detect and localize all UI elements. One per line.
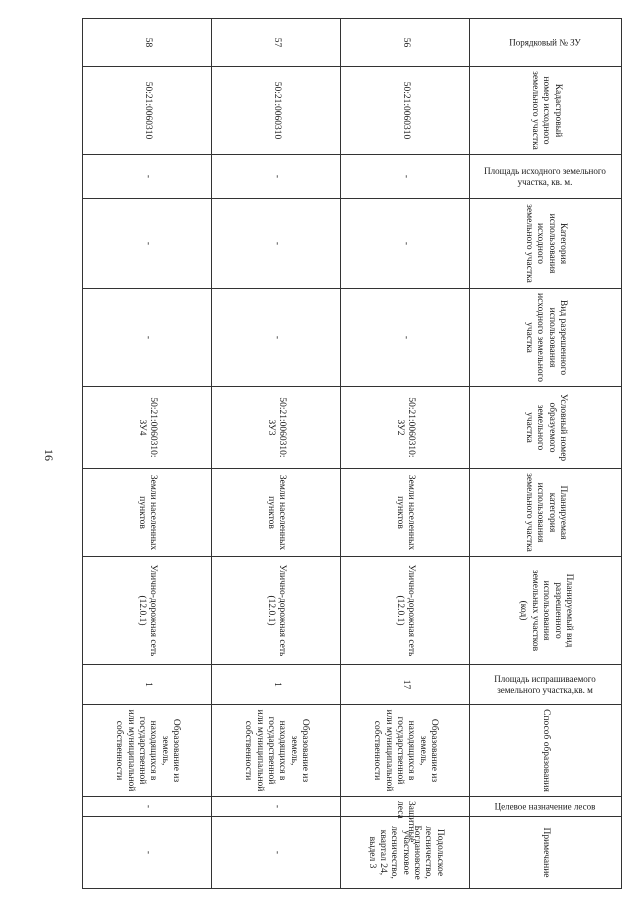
page-number: 16 xyxy=(42,449,56,461)
cell-formation-method: Образование из земель, находящихся в государственной или муниципальной собственности xyxy=(83,705,212,797)
header-source-category: Категория использования исходного земельного участка xyxy=(470,199,622,289)
cell-cadastral-number: 50:21:0060310 xyxy=(212,67,341,155)
cell-order: 58 xyxy=(83,19,212,67)
cell-source-category: - xyxy=(212,199,341,289)
header-conditional-number: Условный номер образуемого земельного участка xyxy=(470,387,622,469)
cell-planned-use: Улично-дорожная сеть (12.0.1) xyxy=(83,557,212,665)
header-source-use: Вид разрешенного использования исходного земельного участка xyxy=(470,289,622,387)
table-header-row xyxy=(470,19,622,889)
cell-forest-purpose: - xyxy=(212,797,341,817)
cell-planned-use: Улично-дорожная сеть (12.0.1) xyxy=(341,557,470,665)
cell-conditional-number: 50:21:0060310: ЗУ4 xyxy=(83,387,212,469)
cell-requested-area: 17 xyxy=(341,665,470,705)
header-planned-category: Планируемая категория использования земельного участка xyxy=(470,469,622,557)
header-source-area: Площадь исходного земельного участка, кв. м. xyxy=(470,155,622,199)
cell-note: - xyxy=(212,817,341,889)
cell-order: 56 xyxy=(341,19,470,67)
cell-source-category: - xyxy=(83,199,212,289)
header-note: Примечание xyxy=(470,817,622,889)
land-plot-register-table xyxy=(82,18,622,889)
cell-formation-method: Образование из земель, находящихся в государственной или муниципальной собственности xyxy=(212,705,341,797)
header-formation-method: Способ образования xyxy=(470,705,622,797)
cell-conditional-number: 50:21:0060310: ЗУ3 xyxy=(212,387,341,469)
table-row xyxy=(212,19,341,889)
cell-cadastral-number: 50:21:0060310 xyxy=(83,67,212,155)
header-forest-purpose: Целевое назначение лесов xyxy=(470,797,622,817)
cell-planned-category: Земли населенных пунктов xyxy=(83,469,212,557)
header-cadastral-number: Кадастровый номер исходного земельного участка xyxy=(470,67,622,155)
header-order: Порядковый № ЗУ xyxy=(470,19,622,67)
header-requested-area: Площадь испрашиваемого земельного участка,кв. м xyxy=(470,665,622,705)
cell-forest-purpose: Защитные леса xyxy=(341,797,470,817)
cell-cadastral-number: 50:21:0060310 xyxy=(341,67,470,155)
cell-forest-purpose: - xyxy=(83,797,212,817)
cell-source-area: - xyxy=(83,155,212,199)
cell-planned-category: Земли населенных пунктов xyxy=(212,469,341,557)
cell-planned-use: Улично-дорожная сеть (12.0.1) xyxy=(212,557,341,665)
table-row xyxy=(83,19,212,889)
cell-source-area: - xyxy=(341,155,470,199)
cell-order: 57 xyxy=(212,19,341,67)
table-row xyxy=(341,19,470,889)
cell-conditional-number: 50:21:0060310: ЗУ2 xyxy=(341,387,470,469)
cell-source-use: - xyxy=(212,289,341,387)
cell-source-category: - xyxy=(341,199,470,289)
cell-source-area: - xyxy=(212,155,341,199)
cell-note: - xyxy=(83,817,212,889)
rotated-table-container xyxy=(82,18,622,888)
cell-source-use: - xyxy=(341,289,470,387)
cell-planned-category: Земли населенных пунктов xyxy=(341,469,470,557)
document-sheet xyxy=(82,18,622,888)
cell-source-use: - xyxy=(83,289,212,387)
header-planned-use: Планируемый вид разрешенного использования земельных участков (код) xyxy=(470,557,622,665)
cell-requested-area: 1 xyxy=(212,665,341,705)
cell-formation-method: Образование из земель, находящихся в государственной или муниципальной собственности xyxy=(341,705,470,797)
cell-note: Подольское лесничество, Богдановское участковое лесничество, квартал 24, выдел 3 xyxy=(341,817,470,889)
cell-requested-area: 1 xyxy=(83,665,212,705)
